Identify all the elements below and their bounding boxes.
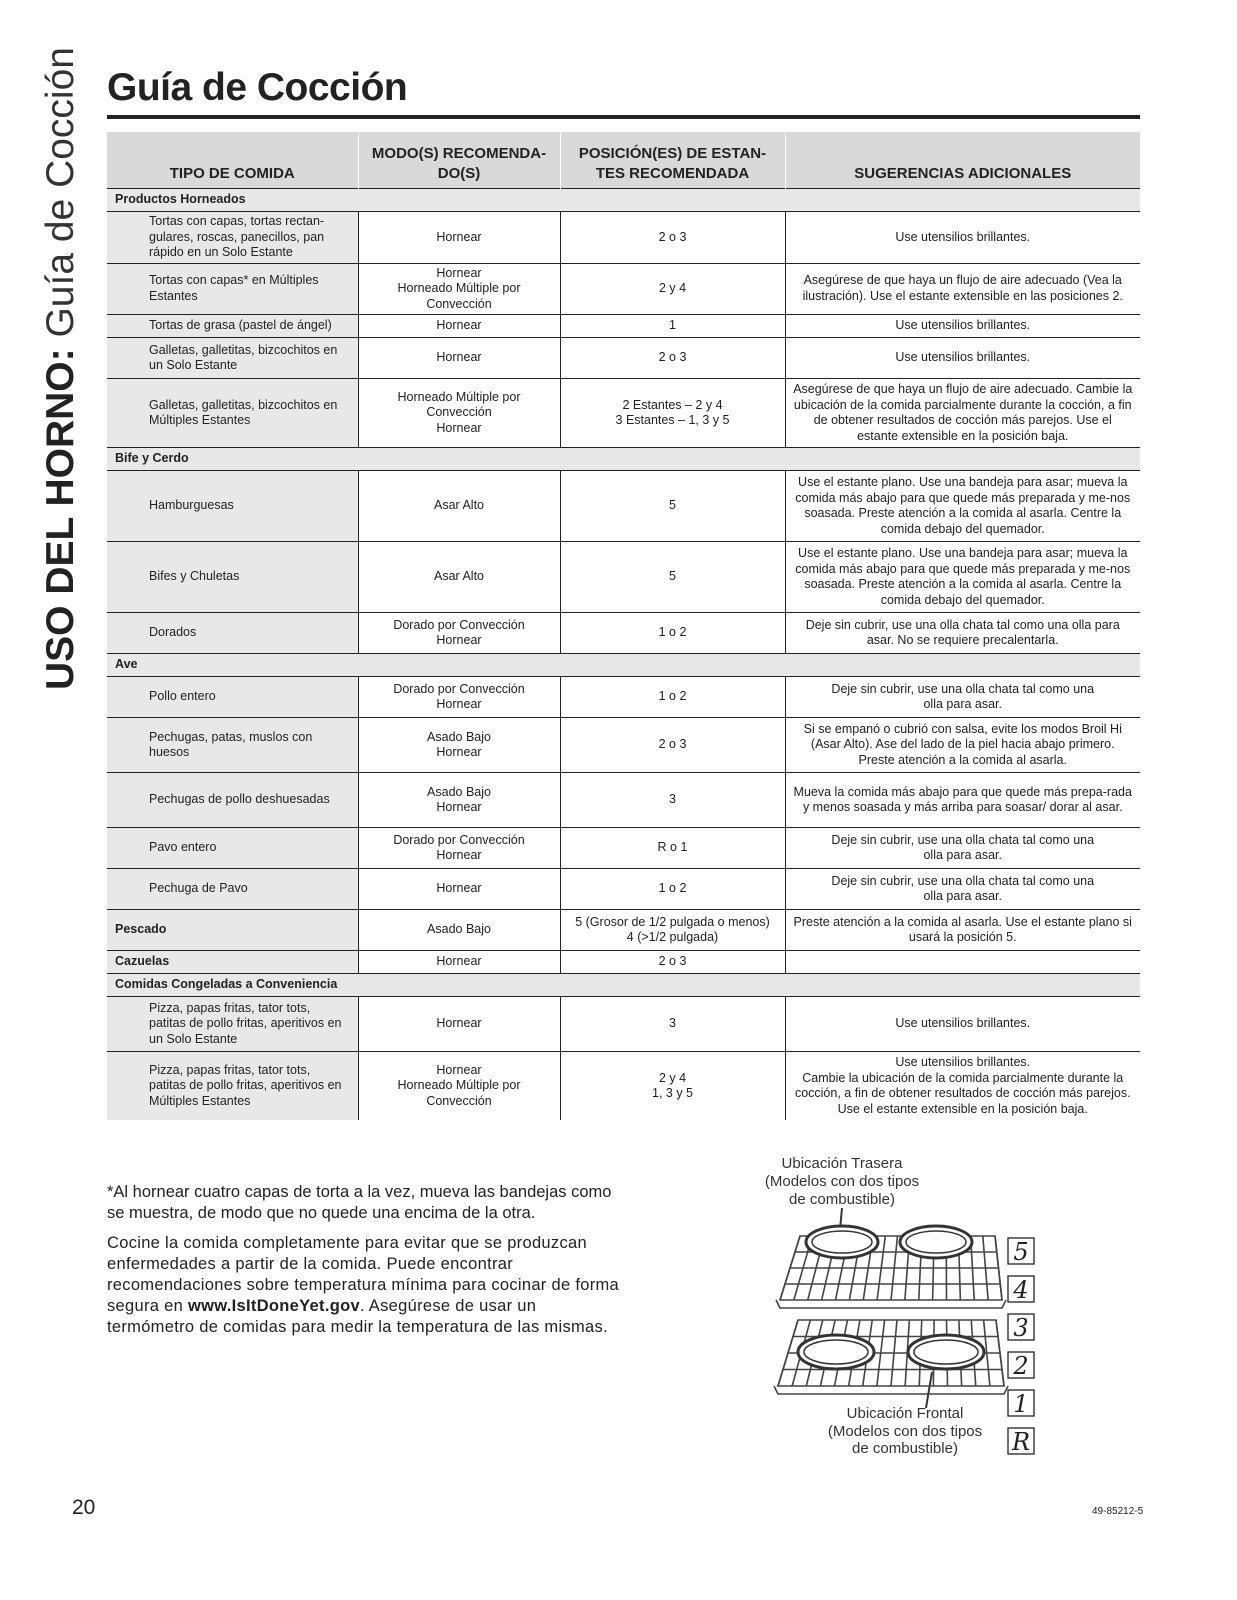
side-tab-light: Guía de Cocción — [39, 47, 82, 349]
position-cell: 5 — [560, 542, 785, 613]
header-food-type: TIPO DE COMIDA — [107, 132, 358, 189]
table-row — [107, 951, 1140, 974]
category-row — [107, 654, 1140, 677]
document-number: 49-85212-5 — [1092, 1506, 1144, 1517]
food-type-cell: Pechuga de Pavo — [107, 869, 358, 910]
front-label-line1: Ubicación Frontal — [846, 1405, 964, 1422]
rack-position-number: 1 — [1013, 1390, 1029, 1418]
food-type-cell: Galletas, galletitas, bizcochitos en Múltiples Estantes — [107, 379, 358, 448]
table-row — [107, 613, 1140, 654]
suggestion-cell: Use el estante plano. Use una bandeja para asar; mueva la comida más abajo para que quede más preparada y me-nos soasada. Preste atención a la comida al asarla. Centre la comida debajo del quemador. — [785, 542, 1140, 613]
suggestion-cell: Asegúrese de que haya un flujo de aire adecuado. Cambie la ubicación de la comida parcialmente durante la cocción, a fin de obtener resultados de cocción más parejos. Use el estante extensible en la posición baja. — [785, 379, 1140, 448]
suggestion-cell: Asegúrese de que haya un flujo de aire adecuado (Vea la ilustración). Use el estante extensible en las posiciones 2. — [785, 263, 1140, 315]
table-row — [107, 338, 1140, 379]
mode-cell: Hornear — [358, 869, 560, 910]
food-type-cell: Tortas con capas, tortas rectan-gulares, roscas, panecillos, pan rápido en un Solo Estante — [107, 212, 358, 264]
mode-cell: Hornear — [358, 315, 560, 338]
suggestion-cell: Use el estante plano. Use una bandeja para asar; mueva la comida más abajo para que quede más preparada y me-nos soasada. Preste atención a la comida al asarla. Centre la comida debajo del quemador. — [785, 471, 1140, 542]
food-type-cell: Pizza, papas fritas, tator tots, patitas de pollo fritas, aperitivos en Múltiples Estantes — [107, 1052, 358, 1121]
suggestion-cell — [785, 951, 1140, 974]
position-cell: 2 o 3 — [560, 951, 785, 974]
suggestion-cell: Deje sin cubrir, use una olla chata tal como una olla para asar. No se requiere precalentarla. — [785, 613, 1140, 654]
table-row — [107, 542, 1140, 613]
table-row — [107, 379, 1140, 448]
food-type-cell: Pechugas de pollo deshuesadas — [107, 773, 358, 828]
food-type-cell: Galletas, galletitas, bizcochitos en un Solo Estante — [107, 338, 358, 379]
suggestion-cell: Use utensilios brillantes. — [785, 212, 1140, 264]
mode-cell: Hornear — [358, 212, 560, 264]
suggestion-cell: Mueva la comida más abajo para que quede más prepa-rada y menos soasada y más arriba para soasar/ dorar al asar. — [785, 773, 1140, 828]
food-type-cell: Pollo entero — [107, 677, 358, 718]
front-label-line3: de combustible) — [852, 1440, 958, 1457]
table-row — [107, 315, 1140, 338]
position-cell: 2 Estantes – 2 y 4 3 Estantes – 1, 3 y 5 — [560, 379, 785, 448]
category-label: Cazuelas — [107, 951, 358, 974]
mode-cell: Asado Bajo Hornear — [358, 773, 560, 828]
position-cell: 2 o 3 — [560, 212, 785, 264]
side-tab — [36, 47, 86, 690]
mode-cell: Hornear — [358, 338, 560, 379]
food-type-cell: Bifes y Chuletas — [107, 542, 358, 613]
category-label: Ave — [107, 654, 1140, 677]
suggestion-cell: Si se empanó o cubrió con salsa, evite los modos Broil Hi (Asar Alto). Ase del lado de la piel hacia abajo primero. Preste atención a la comida al asarla. — [785, 718, 1140, 773]
food-type-cell: Pavo entero — [107, 828, 358, 869]
food-type-cell: Pechugas, patas, muslos con huesos — [107, 718, 358, 773]
rack-diagram — [740, 1150, 1070, 1460]
position-cell: 2 y 4 1, 3 y 5 — [560, 1052, 785, 1121]
position-cell: 3 — [560, 997, 785, 1052]
front-label-line2: (Modelos con dos tipos — [827, 1423, 983, 1440]
rear-label-line1: Ubicación Trasera — [781, 1155, 903, 1172]
position-cell: 2 y 4 — [560, 263, 785, 315]
category-label: Comidas Congeladas a Conveniencia — [107, 974, 1140, 997]
table-row — [107, 718, 1140, 773]
mode-cell: Asado Bajo Hornear — [358, 718, 560, 773]
rack-position-number: 5 — [1013, 1238, 1029, 1266]
mode-cell: Dorado por Convección Hornear — [358, 677, 560, 718]
food-type-cell: Dorados — [107, 613, 358, 654]
mode-cell: Horneado Múltiple por Convección Hornear — [358, 379, 560, 448]
food-type-cell: Tortas con capas* en Múltiples Estantes — [107, 263, 358, 315]
footnote: *Al hornear cuatro capas de torta a la vez, mueva las bandejas como se muestra, de modo que no quede una encima de la otra. — [107, 1183, 612, 1222]
lower-rack — [774, 1320, 1008, 1394]
category-label: Pescado — [107, 910, 358, 951]
table-row — [107, 869, 1140, 910]
side-tab-bold: USO DEL HORNO: — [39, 348, 82, 690]
table-row — [107, 773, 1140, 828]
rear-label-line2: (Modelos con dos tipos — [764, 1173, 920, 1190]
suggestion-cell: Preste atención a la comida al asarla. Use el estante plano si usará la posición 5. — [785, 910, 1140, 951]
table-row — [107, 997, 1140, 1052]
table-row — [107, 1052, 1140, 1121]
suggestion-cell: Deje sin cubrir, use una olla chata tal como una olla para asar. — [785, 869, 1140, 910]
rack-position-number: 3 — [1013, 1314, 1029, 1342]
upper-rack — [776, 1226, 1006, 1308]
suggestion-cell: Deje sin cubrir, use una olla chata tal como una olla para asar. — [785, 677, 1140, 718]
mode-cell: Asar Alto — [358, 471, 560, 542]
page-number: 20 — [72, 1496, 96, 1519]
table-row — [107, 910, 1140, 951]
position-cell: R o 1 — [560, 828, 785, 869]
position-cell: 2 o 3 — [560, 718, 785, 773]
cooking-guide-table — [107, 132, 1140, 1120]
mode-cell: Hornear — [358, 951, 560, 974]
mode-cell: Asar Alto — [358, 542, 560, 613]
page-title: Guía de Cocción — [107, 66, 408, 109]
website-link: www.IsItDoneYet.gov — [187, 1297, 360, 1315]
position-cell: 1 o 2 — [560, 869, 785, 910]
table-row — [107, 263, 1140, 315]
header-mode: MODO(S) RECOMENDA- DO(S) — [358, 132, 560, 189]
suggestion-cell: Use utensilios brillantes. Cambie la ubicación de la comida parcialmente durante la cocción, a fin de obtener resultados de cocción más parejos. Use el estante extensible en la posición baja. — [785, 1052, 1140, 1121]
category-row — [107, 448, 1140, 471]
mode-cell: Dorado por Convección Hornear — [358, 828, 560, 869]
mode-cell: Dorado por Convección Hornear — [358, 613, 560, 654]
position-cell: 1 o 2 — [560, 613, 785, 654]
position-cell: 5 — [560, 471, 785, 542]
table-row — [107, 677, 1140, 718]
category-row — [107, 189, 1140, 212]
table-row — [107, 828, 1140, 869]
position-cell: 1 o 2 — [560, 677, 785, 718]
position-cell: 1 — [560, 315, 785, 338]
food-type-cell: Pizza, papas fritas, tator tots, patitas de pollo fritas, aperitivos en un Solo Estante — [107, 997, 358, 1052]
category-row — [107, 974, 1140, 997]
food-type-cell: Hamburguesas — [107, 471, 358, 542]
food-safety-paragraph: Cocine la comida completamente para evitar que se produzcan enfermedades a partir de la comida. Puede encontrar recomendaciones sobre temperatura mínima para cocinar de forma segura en www.IsItDoneYet.gov. Asegúrese de usar un termómetro de comidas para medir la temperatura de las mismas. — [107, 1234, 620, 1336]
header-suggestions: SUGERENCIAS ADICIONALES — [785, 132, 1140, 189]
category-label: Productos Horneados — [107, 189, 1140, 212]
position-cell: 2 o 3 — [560, 338, 785, 379]
suggestion-cell: Use utensilios brillantes. — [785, 997, 1140, 1052]
suggestion-cell: Use utensilios brillantes. — [785, 338, 1140, 379]
table-row — [107, 471, 1140, 542]
food-type-cell: Tortas de grasa (pastel de ángel) — [107, 315, 358, 338]
rack-position-number: 4 — [1013, 1276, 1029, 1304]
suggestion-cell: Use utensilios brillantes. — [785, 315, 1140, 338]
rear-label-line3: de combustible) — [789, 1191, 895, 1208]
mode-cell: Asado Bajo — [358, 910, 560, 951]
table-row — [107, 212, 1140, 264]
mode-cell: Hornear Horneado Múltiple por Convección — [358, 1052, 560, 1121]
rack-position-number: R — [1011, 1428, 1031, 1456]
mode-cell: Hornear Horneado Múltiple por Convección — [358, 263, 560, 315]
category-label: Bife y Cerdo — [107, 448, 1140, 471]
header-position: POSICIÓN(ES) DE ESTAN- TES RECOMENDADA — [560, 132, 785, 189]
mode-cell: Hornear — [358, 997, 560, 1052]
position-cell: 3 — [560, 773, 785, 828]
table-header-row — [107, 132, 1140, 189]
position-cell: 5 (Grosor de 1/2 pulgada o menos) 4 (>1/2 pulgada) — [560, 910, 785, 951]
title-rule — [107, 115, 1140, 119]
rack-position-number: 2 — [1013, 1352, 1029, 1380]
suggestion-cell: Deje sin cubrir, use una olla chata tal como una olla para asar. — [785, 828, 1140, 869]
